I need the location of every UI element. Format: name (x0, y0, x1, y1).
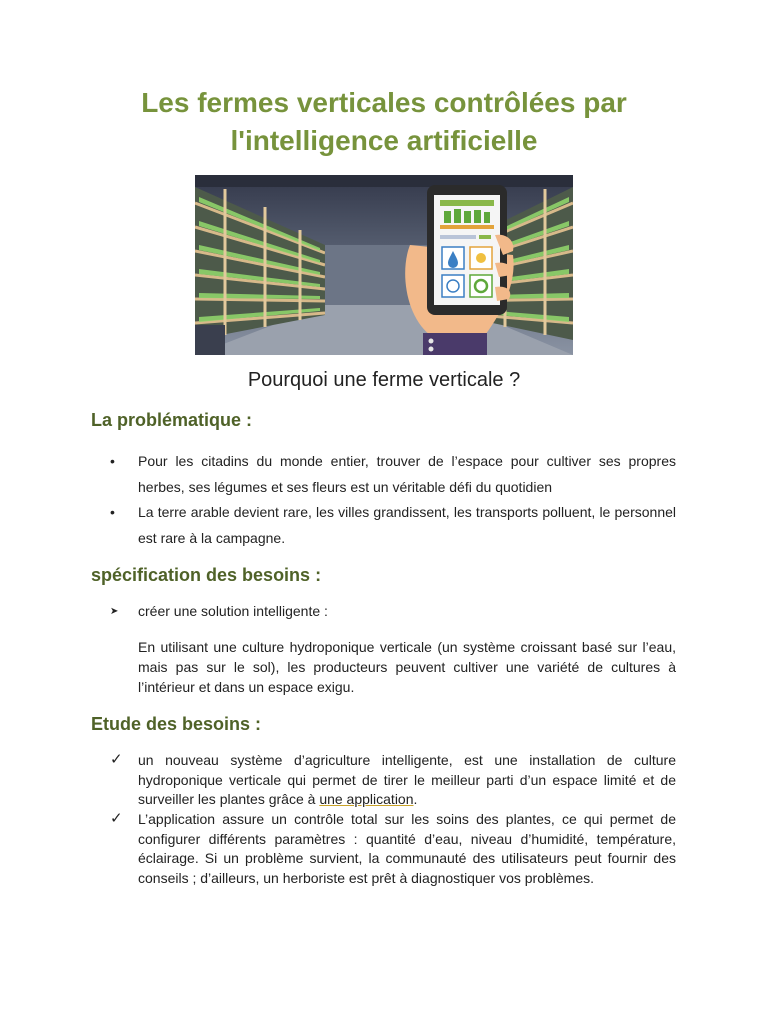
vertical-farm-tablet-illustration (195, 175, 573, 355)
list-item (110, 751, 676, 810)
list-item-text: L’application assure un contrôle total sur les soins des plantes, ce qui permet de configurer différents paramètres : quantité d’eau, niveau d’humidité, température, éclairage. Si un problème survient, la communauté des utilisateurs peut fournir des conseils ; d’ailleurs, un herboriste est prêt à diagnostiquer vos problèmes. (138, 811, 676, 886)
specification-paragraph: En utilisant une culture hydroponique verticale (un système croissant basé sur l’eau, mais pas sur le sol), les producteurs peuvent cultiver une variété de cultures à l’intérieur et dans un espace exigu. (138, 639, 676, 695)
list-item (110, 810, 676, 888)
list-item-text (138, 751, 676, 810)
list-item (110, 500, 676, 551)
list-item-text-end: . (413, 791, 418, 807)
application-link[interactable]: une application (319, 791, 414, 807)
bullet-icon: • (110, 504, 115, 520)
list-item-text: Pour les citadins du monde entier, trouver de l’espace pour cultiver ses propres herbes, ses légumes et ses fleurs est un véritable défi du quotidien (138, 453, 676, 495)
heading-problematique: La problématique : (91, 410, 253, 430)
document-title: Les fermes verticales contrôlées par l'intelligence artificielle (141, 87, 627, 156)
list-item (110, 601, 676, 621)
check-icon: ✓ (110, 751, 123, 768)
heading-etude: Etude des besoins : (91, 714, 262, 734)
list-item-text: La terre arable devient rare, les villes grandissent, les transports polluent, le personnel est rare à la campagne. (138, 504, 676, 546)
list-item-text: créer une solution intelligente : (138, 603, 328, 619)
heading-specification: spécification des besoins : (91, 565, 322, 585)
section-subtitle: Pourquoi une ferme verticale ? (247, 369, 521, 391)
list-item (110, 449, 676, 500)
check-icon: ✓ (110, 810, 123, 827)
list-item-text-part: un nouveau système d’agriculture intelligente, est une installation de culture hydroponique verticale qui permet de tirer le meilleur parti d’un espace limité et de surveiller les plantes grâce à (138, 752, 676, 807)
arrow-bullet-icon: ➤ (110, 606, 119, 617)
bullet-icon: • (110, 453, 115, 469)
